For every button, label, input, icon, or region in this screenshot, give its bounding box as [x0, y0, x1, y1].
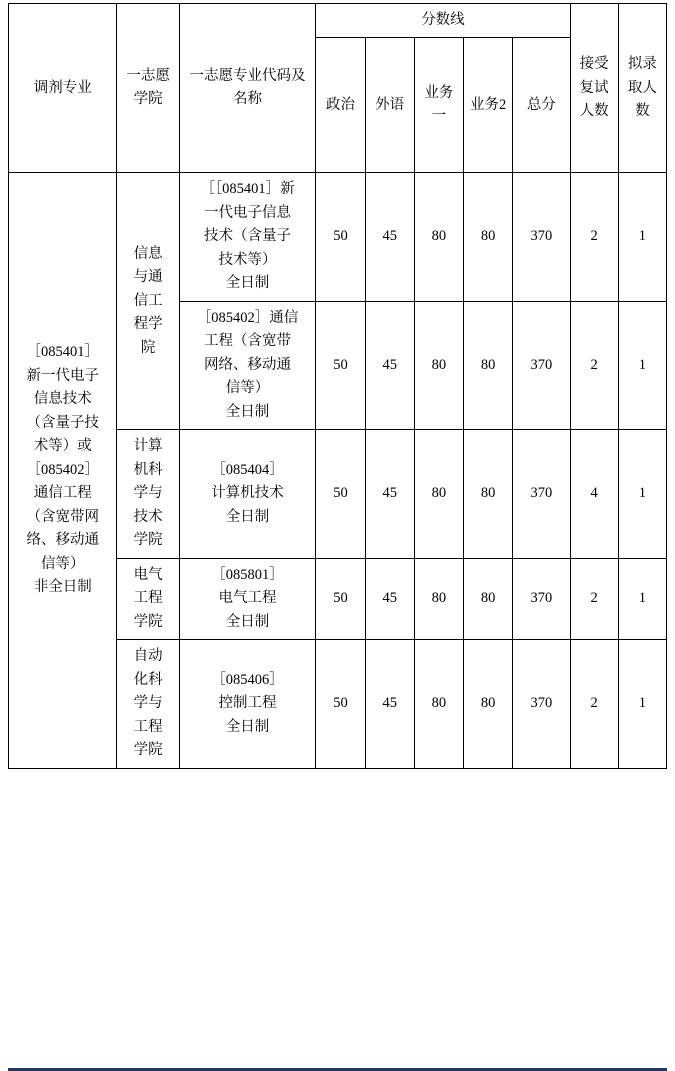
table-body	[9, 173, 667, 768]
cell-college: 自动 化科 学与 工程 学院	[117, 640, 179, 768]
cell-politics: 50	[316, 301, 365, 429]
header-major	[9, 4, 117, 173]
cell-major: ［085401］ 新一代电子 信息技术 （含量子技 术等）或 ［085402］ 通信工程 （含宽带网 络、移动通 信等） 非全日制	[9, 173, 117, 768]
header-business-one-text: 业务一	[424, 85, 454, 125]
header-college-text: 一志愿学院	[126, 67, 170, 108]
table-row	[9, 173, 667, 301]
cell-business-one: 80	[414, 301, 463, 429]
cell-college: 计算 机科 学与 技术 学院	[117, 430, 179, 558]
header-row-main	[9, 4, 667, 38]
cell-code-name: ［085406］ 控制工程 全日制	[179, 640, 316, 768]
header-accept-count	[570, 4, 618, 173]
cell-accept: 2	[570, 173, 618, 301]
cell-plan: 1	[618, 173, 666, 301]
cell-total: 370	[513, 640, 570, 768]
cell-total: 370	[513, 430, 570, 558]
cell-business-two: 80	[464, 558, 513, 639]
header-score-line-text: 分数线	[421, 12, 465, 28]
header-business-one	[414, 38, 463, 173]
cell-accept: 2	[570, 640, 618, 768]
header-business-two	[464, 38, 513, 173]
cell-total: 370	[513, 558, 570, 639]
cell-plan: 1	[618, 301, 666, 429]
header-total-text: 总分	[526, 96, 556, 113]
cell-politics: 50	[316, 430, 365, 558]
cell-business-one: 80	[414, 173, 463, 301]
cell-plan: 1	[618, 640, 666, 768]
cell-business-two: 80	[464, 640, 513, 768]
cell-accept: 4	[570, 430, 618, 558]
adjustment-score-table	[8, 3, 667, 769]
cell-college: 信息 与通 信工 程学 院	[117, 173, 179, 430]
header-major-text: 调剂专业	[33, 79, 92, 96]
cell-business-two: 80	[464, 430, 513, 558]
header-code-text: 一志愿专业代码及名称	[189, 67, 306, 108]
cell-total: 370	[513, 173, 570, 301]
document-page	[0, 3, 675, 1071]
cell-foreign-language: 45	[365, 558, 414, 639]
header-foreign-language	[365, 38, 414, 173]
table-header	[9, 4, 667, 173]
header-accept-text: 接受复试人数	[579, 56, 609, 119]
cell-accept: 2	[570, 558, 618, 639]
header-business-two-text: 业务2	[470, 96, 507, 113]
header-politics-text: 政治	[325, 96, 355, 113]
cell-code-name: ［085801］ 电气工程 全日制	[179, 558, 316, 639]
cell-business-one: 80	[414, 640, 463, 768]
cell-politics: 50	[316, 640, 365, 768]
header-foreign-language-text: 外语	[375, 96, 405, 113]
cell-politics: 50	[316, 558, 365, 639]
header-score-line	[316, 4, 570, 38]
cell-code-name: ［085402］通信 工程（含宽带 网络、移动通 信等） 全日制	[179, 301, 316, 429]
cell-code-name: ［085404］ 计算机技术 全日制	[179, 430, 316, 558]
cell-college: 电气 工程 学院	[117, 558, 179, 639]
cell-plan: 1	[618, 430, 666, 558]
cell-accept: 2	[570, 301, 618, 429]
cell-business-two: 80	[464, 301, 513, 429]
cell-business-two: 80	[464, 173, 513, 301]
cell-business-one: 80	[414, 430, 463, 558]
header-total	[513, 38, 570, 173]
header-code-and-name	[179, 4, 316, 173]
cell-business-one: 80	[414, 558, 463, 639]
cell-total: 370	[513, 301, 570, 429]
cell-code-name: ［［085401］新 一代电子信息 技术（含量子 技术等） 全日制	[179, 173, 316, 301]
cell-politics: 50	[316, 173, 365, 301]
header-first-choice-college	[117, 4, 179, 173]
header-plan-count	[618, 4, 666, 173]
cell-foreign-language: 45	[365, 430, 414, 558]
cell-plan: 1	[618, 558, 666, 639]
cell-foreign-language: 45	[365, 173, 414, 301]
header-politics	[316, 38, 365, 173]
cell-foreign-language: 45	[365, 301, 414, 429]
header-plan-text: 拟录取人数	[627, 56, 657, 119]
cell-foreign-language: 45	[365, 640, 414, 768]
